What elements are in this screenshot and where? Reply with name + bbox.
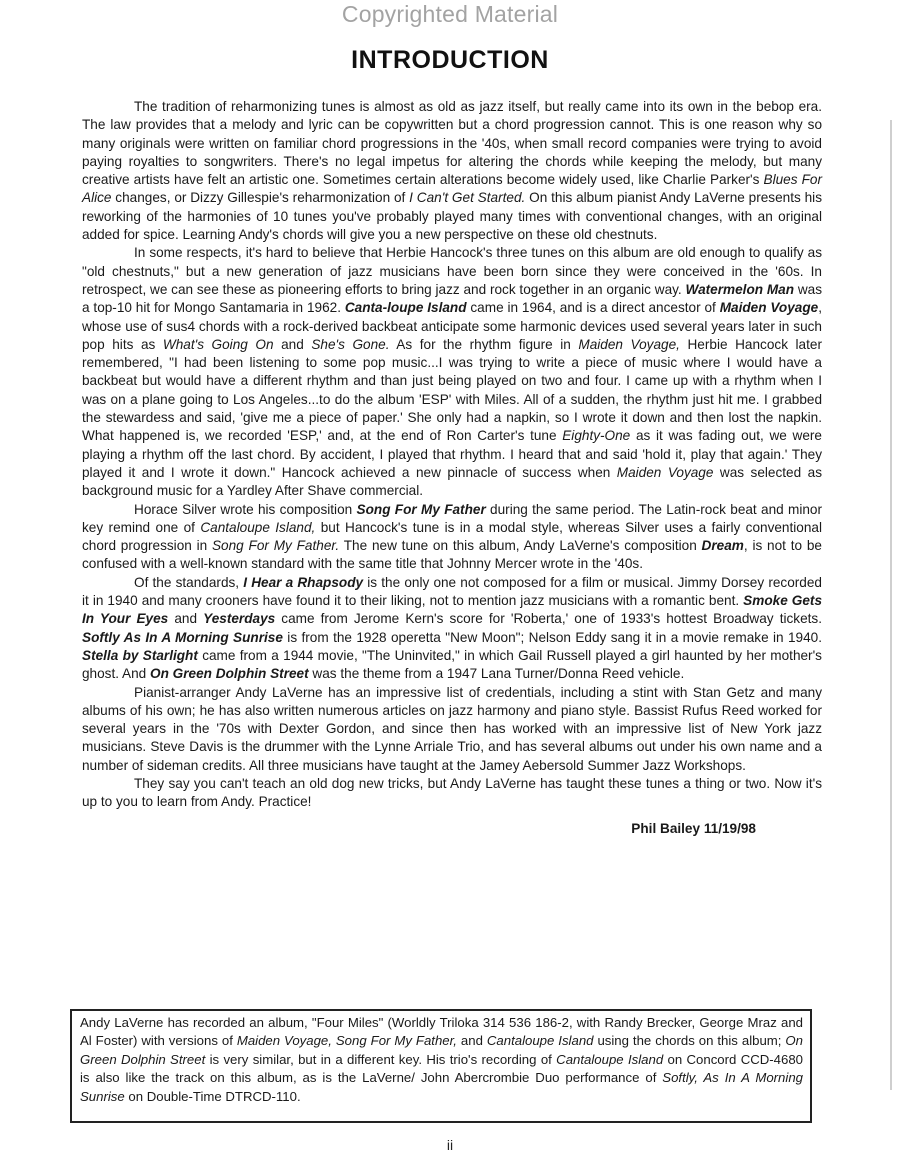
text-run: Herbie Hancock later remembered, "I had been listening to some pop music...I was trying to write a piece of music where I would have a backbeat but would have a different rhythm and than just being played on two and four. I came up with a rhythm when I was on a plane going to Los Angeles...to do the album 'ESP' with Miles. All of a sudden, the rhythm just hit me. I grabbed the stewardess and said, 'give me a piece of paper.' She only had a napkin, so I wrote it down and then lost the napkin. What happened is, we recorded 'ESP,' and, at the end of Ron Carter's tune — [82, 336, 822, 444]
scan-margin-line — [890, 120, 892, 1090]
text-run: As for the rhythm figure in — [389, 336, 579, 352]
paragraph-musicians — [82, 684, 822, 775]
text-run: as it was fading out, we were playing a rhythm off the last chord. By accident, I played that rhythm. I heard that and said 'hold it, play that again.' They played it and I wrote it down." Hancock achieved a new pinnacle of success when — [82, 428, 822, 480]
italic-title: What's Going On — [162, 336, 274, 352]
text-run: on Double-Time DTRCD-110. — [124, 1088, 301, 1104]
paragraph-silver — [82, 501, 822, 574]
text-run: , is not to be confused with a well-known standard with the same title that Johnny Mercer wrote in the '40s. — [82, 538, 822, 572]
text-run: , whose use of sus4 chords with a rock-derived backbeat anticipate some harmonic devices used several years later in such pop hits as — [82, 300, 823, 352]
text-run: They say you can't teach an old dog new tricks, but Andy LaVerne has taught these tunes a thing or two. Now it's up to you to learn from Andy. Practice! — [82, 775, 822, 810]
tune-title: Song For My Father — [356, 501, 486, 517]
paragraph-closing — [82, 775, 822, 812]
author-signature: Phil Bailey 11/19/98 — [631, 820, 756, 836]
italic-title: Cantaloupe Island — [486, 1033, 594, 1049]
text-run: is the only one not composed for a film or musical. Jimmy Dorsey recorded it in 1940 and many crooners have found it to their liking, not to mention jazz musicians with a romantic bent. — [82, 574, 822, 609]
italic-title: Maiden Voyage, — [578, 336, 680, 352]
italic-title: Softly, As In A Morning Sunrise — [80, 1070, 803, 1104]
tune-title: Canta-loupe Island — [344, 300, 467, 316]
italic-title: She's Gone. — [311, 336, 390, 352]
text-run: was selected as background music for a Yardley After Shave commercial. — [82, 464, 822, 499]
italic-title: Eighty-One — [562, 428, 631, 444]
tune-title: Stella by Starlight — [82, 647, 198, 663]
italic-title: Cantaloupe Island — [556, 1051, 664, 1067]
tune-title: Watermelon Man — [685, 281, 795, 297]
text-run: was the theme from a 1947 Lana Turner/Donna Reed vehicle. — [308, 666, 685, 682]
introduction-body — [82, 98, 822, 838]
text-run: and — [456, 1033, 487, 1049]
text-run: on Concord CCD-4680 is also like the track on this album, as is the LaVerne/ John Abercrombie Duo performance of — [80, 1051, 804, 1086]
text-run: using the chords on this album; — [593, 1033, 786, 1049]
text-run: but Hancock's tune is in a modal style, whereas Silver uses a fairly conventional chord progression in — [82, 519, 822, 554]
tune-title: On Green Dolphin Street — [150, 666, 309, 682]
text-run: and — [168, 611, 204, 627]
italic-title: Blues For Alice — [82, 172, 822, 206]
italic-title: Maiden Voyage — [616, 464, 714, 480]
text-run: On this album pianist Andy LaVerne presents his reworking of the harmonies of 10 tunes you've probably played many times with conventional changes, with an original added for spice. Learning Andy's chords will give you a new perspective on these old chestnuts. — [82, 190, 823, 243]
italic-title: On Green Dolphin Street — [80, 1033, 803, 1067]
text-run: came from a 1944 movie, "The Uninvited," in which Gail Russell played a girl haunted by her mother's ghost. And — [82, 647, 822, 682]
italic-title: Cantaloupe Island, — [200, 519, 316, 535]
text-run: came from Jerome Kern's score for 'Roberta,' one of 1933's hottest Broadway tickets. — [275, 611, 822, 627]
text-run: was a top-10 hit for Mongo Santamaria in 1962. — [82, 281, 822, 316]
paragraph-hancock — [82, 244, 822, 500]
tune-title: Softly As In A Morning Sunrise — [82, 629, 283, 645]
text-run: Horace Silver wrote his composition — [134, 501, 357, 517]
text-run: The new tune on this album, Andy LaVerne's composition — [339, 538, 702, 554]
text-run: Pianist-arranger Andy LaVerne has an impressive list of credentials, including a stint with Stan Getz and many albums of his own; he has also written numerous articles on jazz harmony and piano style. Bassist Rufus Reed worked for several years in the '70s with Dexter Gordon, and since then has worked with an impressive list of New York jazz musicians. Steve Davis is the drummer with the Lynne Arriale Trio, and has several albums out under his own name and a number of sideman credits. All three musicians have taught at the Jamey Aebersold Summer Jazz Workshops. — [82, 684, 822, 773]
text-run: and — [273, 336, 312, 352]
text-run: came in 1964, and is a direct ancestor of — [466, 300, 720, 316]
tune-title: Dream — [701, 538, 744, 554]
italic-title: Song For My Father. — [211, 538, 340, 554]
tune-title: Maiden Voyage — [719, 300, 819, 316]
text-run: during the same period. The Latin-rock beat and minor key remind one of — [82, 501, 822, 535]
text-run: changes, or Dizzy Gillespie's reharmonization of — [111, 190, 410, 206]
copyright-watermark: Copyrighted Material — [341, 1, 559, 27]
paragraph-standards — [82, 574, 822, 684]
text-run: is from the 1928 operetta "New Moon"; Nelson Eddy sang it in a movie remake in 1940. — [282, 629, 823, 645]
recording-note-box — [70, 1009, 812, 1123]
text-run: is very similar, but in a different key. His trio's recording of — [205, 1051, 557, 1067]
italic-title: I Can't Get Started. — [409, 190, 526, 206]
paragraph-reharmonization — [82, 98, 822, 244]
text-run: Of the standards, — [134, 574, 244, 590]
text-run: The tradition of reharmonizing tunes is almost as old as jazz itself, but really came into its own in the bebop era. The law provides that a melody and lyric can be copywritten but a chord progression cannot. This is one reason why so many originals were written on familiar chord progressions in the '40s, when small record companies were trying to avoid paying royalties to songwriters. There's no legal impetus for altering the chords while keeping the melody, but many creative artists have felt an artistic one. Sometimes certain alterations become widely used, like Charlie Parker's — [82, 99, 822, 188]
page-number: ii — [446, 1137, 454, 1153]
italic-title: Maiden Voyage, Song For My Father, — [236, 1033, 457, 1049]
text-run: Andy LaVerne has recorded an album, "Four Miles" (Worldly Triloka 314 536 186-2, with Randy Brecker, George Mraz and Al Foster) with versions of — [80, 1015, 803, 1049]
tune-title: I Hear a Rhapsody — [243, 574, 364, 590]
tune-title: Yesterdays — [203, 611, 276, 627]
tune-title: Smoke Gets In Your Eyes — [82, 593, 822, 627]
page-title: INTRODUCTION — [351, 46, 549, 74]
text-run: In some respects, it's hard to believe that Herbie Hancock's three tunes on this album are old enough to qualify as "old chestnuts," but a new generation of jazz musicians have been born since they were conceived in the '60s. In retrospect, we can see these as pioneering efforts to bring jazz and rock together in an organic way. — [82, 245, 822, 297]
